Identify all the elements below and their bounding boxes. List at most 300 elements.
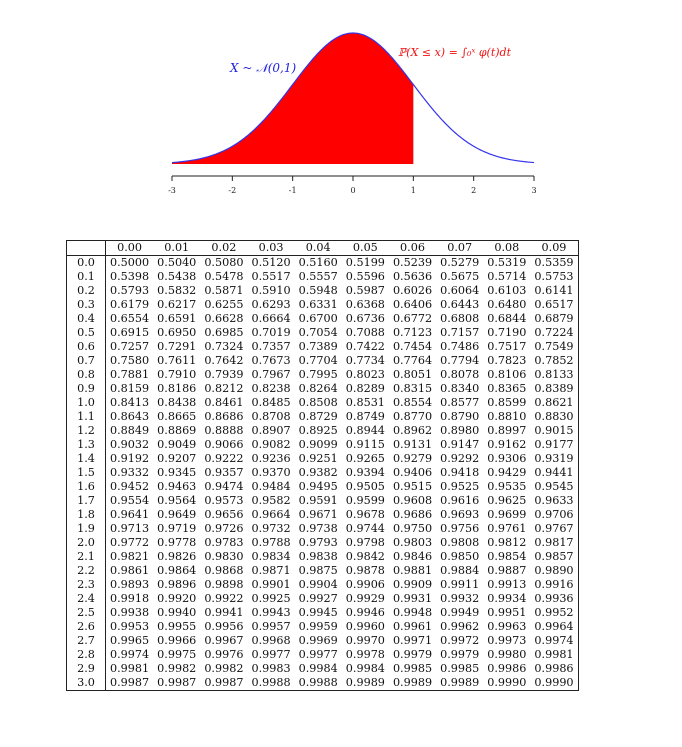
table-cell: 0.8962 xyxy=(392,424,433,437)
table-cell: 0.9656 xyxy=(204,508,244,521)
table-cell: 0.9982 xyxy=(204,662,244,675)
table-cell: 0.9884 xyxy=(440,564,480,577)
table-cell: 0.7054 xyxy=(298,326,338,339)
row-header: 1.1 xyxy=(67,410,106,424)
table-cell: 0.6331 xyxy=(298,298,338,311)
table-cell: 0.9968 xyxy=(251,634,291,647)
table-cell: 0.9306 xyxy=(487,452,527,465)
table-cell: 0.9793 xyxy=(298,536,338,549)
z-table xyxy=(66,240,579,691)
table-cell: 0.7549 xyxy=(530,340,578,354)
table-cell: 0.9909 xyxy=(392,578,433,591)
table-row xyxy=(67,676,579,691)
table-row xyxy=(67,438,579,452)
table-cell: 0.9966 xyxy=(157,634,197,647)
table-cell: 0.8686 xyxy=(204,410,244,423)
table-cell: 0.5398 xyxy=(110,270,150,283)
table-cell: 0.9744 xyxy=(345,522,385,535)
table-cell: 0.6915 xyxy=(110,326,150,339)
table-cell: 0.6985 xyxy=(204,326,244,339)
row-header: 0.6 xyxy=(67,340,106,354)
table-cell: 0.9015 xyxy=(530,424,578,438)
table-cell: 0.9927 xyxy=(298,592,338,605)
cumulative-shaded-area xyxy=(172,33,413,164)
table-cell: 0.9922 xyxy=(204,592,244,605)
table-cell: 0.7704 xyxy=(298,354,338,367)
table-row xyxy=(67,354,579,368)
table-cell: 0.8770 xyxy=(392,410,433,423)
table-cell: 0.9990 xyxy=(530,676,578,691)
table-cell: 0.5359 xyxy=(530,256,578,271)
table-cell: 0.9887 xyxy=(487,564,527,577)
table-cell: 0.5636 xyxy=(392,270,433,283)
column-header: 0.09 xyxy=(530,241,578,256)
row-header: 2.7 xyxy=(67,634,106,648)
table-cell: 0.6443 xyxy=(440,298,480,311)
row-header: 0.2 xyxy=(67,284,106,298)
table-row xyxy=(67,648,579,662)
row-header: 2.6 xyxy=(67,620,106,634)
table-row xyxy=(67,326,579,340)
table-cell: 0.9406 xyxy=(392,466,433,479)
row-header: 2.0 xyxy=(67,536,106,550)
table-cell: 0.8944 xyxy=(345,424,385,437)
table-row xyxy=(67,634,579,648)
table-cell: 0.9726 xyxy=(204,522,244,535)
table-cell: 0.9808 xyxy=(440,536,480,549)
row-header: 1.5 xyxy=(67,466,106,480)
table-cell: 0.5793 xyxy=(110,284,150,297)
table-cell: 0.8554 xyxy=(392,396,433,409)
table-cell: 0.9279 xyxy=(392,452,433,465)
table-cell: 0.9979 xyxy=(440,648,480,661)
table-cell: 0.9878 xyxy=(345,564,385,577)
table-cell: 0.9974 xyxy=(110,648,150,661)
table-cell: 0.5120 xyxy=(251,256,291,269)
table-row xyxy=(67,564,579,578)
table-cell: 0.8389 xyxy=(530,382,578,396)
table-cell: 0.5753 xyxy=(530,270,578,284)
table-cell: 0.7019 xyxy=(251,326,291,339)
table-cell: 0.8888 xyxy=(204,424,244,437)
table-cell: 0.5438 xyxy=(157,270,197,283)
x-tick-label: 2 xyxy=(471,186,477,195)
table-cell: 0.5080 xyxy=(204,256,244,269)
table-cell: 0.9890 xyxy=(530,564,578,578)
x-axis-ticks xyxy=(168,176,536,195)
table-cell: 0.9599 xyxy=(345,494,385,507)
table-cell: 0.9192 xyxy=(110,452,150,465)
table-cell: 0.9971 xyxy=(392,634,433,647)
table-cell: 0.5279 xyxy=(440,256,480,269)
table-cell: 0.9951 xyxy=(487,606,527,619)
row-header: 1.4 xyxy=(67,452,106,466)
table-cell: 0.9864 xyxy=(157,564,197,577)
table-cell: 0.6950 xyxy=(157,326,197,339)
table-cell: 0.6554 xyxy=(110,312,150,325)
table-cell: 0.9452 xyxy=(110,480,150,493)
table-cell: 0.7642 xyxy=(204,354,244,367)
table-cell: 0.7910 xyxy=(157,368,197,381)
table-cell: 0.9251 xyxy=(298,452,338,465)
table-cell: 0.6772 xyxy=(392,312,433,325)
table-cell: 0.9943 xyxy=(251,606,291,619)
table-cell: 0.9982 xyxy=(157,662,197,675)
table-cell: 0.6879 xyxy=(530,312,578,326)
x-tick-label: 0 xyxy=(350,186,356,195)
x-tick-label: -1 xyxy=(288,186,297,195)
table-cell: 0.9207 xyxy=(157,452,197,465)
table-cell: 0.8485 xyxy=(251,396,291,409)
table-cell: 0.9750 xyxy=(392,522,433,535)
table-cell: 0.9973 xyxy=(487,634,527,647)
table-cell: 0.9946 xyxy=(345,606,385,619)
row-header: 2.2 xyxy=(67,564,106,578)
table-cell: 0.6591 xyxy=(157,312,197,325)
table-cell: 0.9977 xyxy=(298,648,338,661)
table-cell: 0.7157 xyxy=(440,326,480,339)
table-cell: 0.9987 xyxy=(200,676,247,691)
table-cell: 0.7852 xyxy=(530,354,578,368)
table-cell: 0.6064 xyxy=(440,284,480,297)
table-cell: 0.8980 xyxy=(440,424,480,437)
table-cell: 0.9706 xyxy=(530,508,578,522)
table-cell: 0.7995 xyxy=(298,368,338,381)
row-header: 1.7 xyxy=(67,494,106,508)
table-cell: 0.9929 xyxy=(345,592,385,605)
table-cell: 0.9953 xyxy=(110,620,150,633)
table-cell: 0.9834 xyxy=(251,550,291,563)
table-cell: 0.6293 xyxy=(251,298,291,311)
table-cell: 0.9871 xyxy=(251,564,291,577)
table-cell: 0.9463 xyxy=(157,480,197,493)
row-header: 0.5 xyxy=(67,326,106,340)
row-header: 1.3 xyxy=(67,438,106,452)
table-cell: 0.9265 xyxy=(345,452,385,465)
table-cell: 0.9535 xyxy=(487,480,527,493)
table-row xyxy=(67,550,579,564)
table-row xyxy=(67,508,579,522)
row-header: 2.3 xyxy=(67,578,106,592)
table-cell: 0.9778 xyxy=(157,536,197,549)
table-cell: 0.5557 xyxy=(298,270,338,283)
table-cell: 0.9956 xyxy=(204,620,244,633)
row-header: 2.1 xyxy=(67,550,106,564)
table-cell: 0.7939 xyxy=(204,368,244,381)
table-cell: 0.7580 xyxy=(110,354,150,367)
table-cell: 0.8790 xyxy=(440,410,480,423)
table-cell: 0.9761 xyxy=(487,522,527,535)
table-cell: 0.5871 xyxy=(204,284,244,297)
table-cell: 0.9925 xyxy=(251,592,291,605)
table-cell: 0.5478 xyxy=(204,270,244,283)
table-cell: 0.9788 xyxy=(251,536,291,549)
table-cell: 0.9952 xyxy=(530,606,578,620)
table-cell: 0.9989 xyxy=(342,676,389,691)
table-cell: 0.9961 xyxy=(392,620,433,633)
table-cell: 0.9955 xyxy=(157,620,197,633)
table-row xyxy=(67,466,579,480)
table-cell: 0.8599 xyxy=(487,396,527,409)
x-tick-label: 1 xyxy=(410,186,416,195)
row-header: 0.0 xyxy=(67,256,106,271)
table-cell: 0.8264 xyxy=(298,382,338,395)
table-cell: 0.9798 xyxy=(345,536,385,549)
table-cell: 0.9960 xyxy=(345,620,385,633)
table-cell: 0.9049 xyxy=(157,438,197,451)
table-cell: 0.9554 xyxy=(110,494,150,507)
table-cell: 0.8461 xyxy=(204,396,244,409)
table-cell: 0.9986 xyxy=(530,662,578,676)
table-row xyxy=(67,494,579,508)
table-row xyxy=(67,284,579,298)
table-cell: 0.8289 xyxy=(345,382,385,395)
column-header: 0.06 xyxy=(389,241,436,256)
table-cell: 0.9989 xyxy=(389,676,436,691)
table-cell: 0.9984 xyxy=(345,662,385,675)
table-cell: 0.9767 xyxy=(530,522,578,536)
table-cell: 0.9756 xyxy=(440,522,480,535)
table-row xyxy=(67,256,579,271)
table-cell: 0.9177 xyxy=(530,438,578,452)
table-cell: 0.9962 xyxy=(440,620,480,633)
table-cell: 0.8621 xyxy=(530,396,578,410)
table-cell: 0.9418 xyxy=(440,466,480,479)
table-cell: 0.5948 xyxy=(298,284,338,297)
table-cell: 0.5987 xyxy=(345,284,385,297)
table-cell: 0.9236 xyxy=(251,452,291,465)
table-cell: 0.9896 xyxy=(157,578,197,591)
table-cell: 0.9817 xyxy=(530,536,578,550)
table-cell: 0.9931 xyxy=(392,592,433,605)
table-cell: 0.9957 xyxy=(251,620,291,633)
table-cell: 0.9573 xyxy=(204,494,244,507)
table-cell: 0.5040 xyxy=(157,256,197,269)
table-cell: 0.7224 xyxy=(530,326,578,340)
table-row xyxy=(67,578,579,592)
column-header: 0.02 xyxy=(200,241,247,256)
table-cell: 0.8531 xyxy=(345,396,385,409)
table-row xyxy=(67,606,579,620)
table-cell: 0.6179 xyxy=(110,298,150,311)
table-cell: 0.9965 xyxy=(110,634,150,647)
row-header: 2.9 xyxy=(67,662,106,676)
table-cell: 0.5199 xyxy=(345,256,385,269)
table-cell: 0.6664 xyxy=(251,312,291,325)
table-row xyxy=(67,424,579,438)
table-cell: 0.9987 xyxy=(106,676,154,691)
table-cell: 0.9082 xyxy=(251,438,291,451)
table-row xyxy=(67,340,579,354)
table-cell: 0.9633 xyxy=(530,494,578,508)
table-cell: 0.8997 xyxy=(487,424,527,437)
table-cell: 0.6217 xyxy=(157,298,197,311)
table-cell: 0.9945 xyxy=(298,606,338,619)
table-cell: 0.9977 xyxy=(251,648,291,661)
table-cell: 0.9963 xyxy=(487,620,527,633)
table-cell: 0.8133 xyxy=(530,368,578,382)
table-cell: 0.9911 xyxy=(440,578,480,591)
table-cell: 0.8186 xyxy=(157,382,197,395)
table-cell: 0.9772 xyxy=(110,536,150,549)
table-cell: 0.6406 xyxy=(392,298,433,311)
table-cell: 0.9693 xyxy=(440,508,480,521)
table-cell: 0.9985 xyxy=(440,662,480,675)
table-cell: 0.6517 xyxy=(530,298,578,312)
table-cell: 0.9949 xyxy=(440,606,480,619)
table-cell: 0.7611 xyxy=(157,354,197,367)
table-cell: 0.9934 xyxy=(487,592,527,605)
table-cell: 0.8925 xyxy=(298,424,338,437)
table-cell: 0.9984 xyxy=(298,662,338,675)
table-row xyxy=(67,480,579,494)
table-cell: 0.9959 xyxy=(298,620,338,633)
table-cell: 0.9686 xyxy=(392,508,433,521)
table-cell: 0.5675 xyxy=(440,270,480,283)
table-cell: 0.9861 xyxy=(110,564,150,577)
table-cell: 0.9938 xyxy=(110,606,150,619)
table-cell: 0.8315 xyxy=(392,382,433,395)
table-cell: 0.9625 xyxy=(487,494,527,507)
table-cell: 0.8907 xyxy=(251,424,291,437)
row-header: 1.2 xyxy=(67,424,106,438)
table-row xyxy=(67,368,579,382)
table-cell: 0.7673 xyxy=(251,354,291,367)
table-cell: 0.8438 xyxy=(157,396,197,409)
table-cell: 0.9678 xyxy=(345,508,385,521)
table-cell: 0.6736 xyxy=(345,312,385,325)
table-cell: 0.8413 xyxy=(110,396,150,409)
table-cell: 0.5832 xyxy=(157,284,197,297)
table-cell: 0.9964 xyxy=(530,620,578,634)
table-row xyxy=(67,298,579,312)
row-header: 1.8 xyxy=(67,508,106,522)
table-cell: 0.9826 xyxy=(157,550,197,563)
table-cell: 0.9978 xyxy=(345,648,385,661)
table-cell: 0.5596 xyxy=(345,270,385,283)
table-cell: 0.9147 xyxy=(440,438,480,451)
row-header: 0.8 xyxy=(67,368,106,382)
table-cell: 0.9131 xyxy=(392,438,433,451)
table-cell: 0.9319 xyxy=(530,452,578,466)
table-cell: 0.9222 xyxy=(204,452,244,465)
table-cell: 0.9649 xyxy=(157,508,197,521)
x-tick-label: -3 xyxy=(168,186,176,195)
table-cell: 0.8665 xyxy=(157,410,197,423)
table-row xyxy=(67,382,579,396)
table-cell: 0.8643 xyxy=(110,410,150,423)
table-row xyxy=(67,662,579,676)
row-header: 0.3 xyxy=(67,298,106,312)
table-cell: 0.9857 xyxy=(530,550,578,564)
table-cell: 0.8078 xyxy=(440,368,480,381)
table-cell: 0.7123 xyxy=(392,326,433,339)
table-cell: 0.9988 xyxy=(247,676,294,691)
table-cell: 0.9898 xyxy=(204,578,244,591)
row-header: 3.0 xyxy=(67,676,106,691)
table-cell: 0.6368 xyxy=(345,298,385,311)
table-cell: 0.9591 xyxy=(298,494,338,507)
row-header: 2.8 xyxy=(67,648,106,662)
table-cell: 0.9941 xyxy=(204,606,244,619)
table-cell: 0.6103 xyxy=(487,284,527,297)
table-cell: 0.8212 xyxy=(204,382,244,395)
table-cell: 0.9850 xyxy=(440,550,480,563)
table-cell: 0.9981 xyxy=(530,648,578,662)
table-cell: 0.6700 xyxy=(298,312,338,325)
table-cell: 0.9913 xyxy=(487,578,527,591)
table-cell: 0.9484 xyxy=(251,480,291,493)
table-cell: 0.5000 xyxy=(110,256,150,269)
table-cell: 0.5517 xyxy=(251,270,291,283)
table-cell: 0.9099 xyxy=(298,438,338,451)
table-cell: 0.9162 xyxy=(487,438,527,451)
table-row xyxy=(67,536,579,550)
table-cell: 0.9904 xyxy=(298,578,338,591)
table-cell: 0.9370 xyxy=(251,466,291,479)
table-cell: 0.9981 xyxy=(110,662,150,675)
x-tick-label: -2 xyxy=(228,186,237,195)
table-cell: 0.5160 xyxy=(298,256,338,269)
table-cell: 0.9803 xyxy=(392,536,433,549)
row-header: 0.4 xyxy=(67,312,106,326)
column-header: 0.03 xyxy=(247,241,294,256)
table-header-row xyxy=(67,241,579,256)
table-cell: 0.9115 xyxy=(345,438,385,451)
table-cell: 0.9515 xyxy=(392,480,433,493)
table-cell: 0.9893 xyxy=(110,578,150,591)
table-cell: 0.6026 xyxy=(392,284,433,297)
table-cell: 0.9988 xyxy=(295,676,342,691)
table-cell: 0.7967 xyxy=(251,368,291,381)
table-cell: 0.9495 xyxy=(298,480,338,493)
table-cell: 0.7486 xyxy=(440,340,480,353)
table-cell: 0.6628 xyxy=(204,312,244,325)
table-cell: 0.9032 xyxy=(110,438,150,451)
table-row xyxy=(67,312,579,326)
table-cell: 0.8810 xyxy=(487,410,527,423)
table-cell: 0.8106 xyxy=(487,368,527,381)
table-cell: 0.9986 xyxy=(487,662,527,675)
table-cell: 0.8729 xyxy=(298,410,338,423)
table-cell: 0.9838 xyxy=(298,550,338,563)
table-cell: 0.9940 xyxy=(157,606,197,619)
table-cell: 0.9332 xyxy=(110,466,150,479)
table-cell: 0.9920 xyxy=(157,592,197,605)
table-cell: 0.5239 xyxy=(392,256,433,269)
table-cell: 0.9545 xyxy=(530,480,578,494)
table-cell: 0.9972 xyxy=(440,634,480,647)
table-cell: 0.9854 xyxy=(487,550,527,563)
table-cell: 0.8023 xyxy=(345,368,385,381)
column-header: 0.00 xyxy=(106,241,154,256)
table-cell: 0.9345 xyxy=(157,466,197,479)
table-cell: 0.9564 xyxy=(157,494,197,507)
table-cell: 0.9967 xyxy=(204,634,244,647)
column-header: 0.04 xyxy=(295,241,342,256)
row-header: 1.6 xyxy=(67,480,106,494)
table-cell: 0.9812 xyxy=(487,536,527,549)
table-cell: 0.9616 xyxy=(440,494,480,507)
table-cell: 0.9474 xyxy=(204,480,244,493)
table-cell: 0.9582 xyxy=(251,494,291,507)
table-cell: 0.9846 xyxy=(392,550,433,563)
table-cell: 0.8051 xyxy=(392,368,433,381)
row-header: 0.1 xyxy=(67,270,106,284)
table-cell: 0.9906 xyxy=(345,578,385,591)
table-cell: 0.9985 xyxy=(392,662,433,675)
table-cell: 0.9292 xyxy=(440,452,480,465)
